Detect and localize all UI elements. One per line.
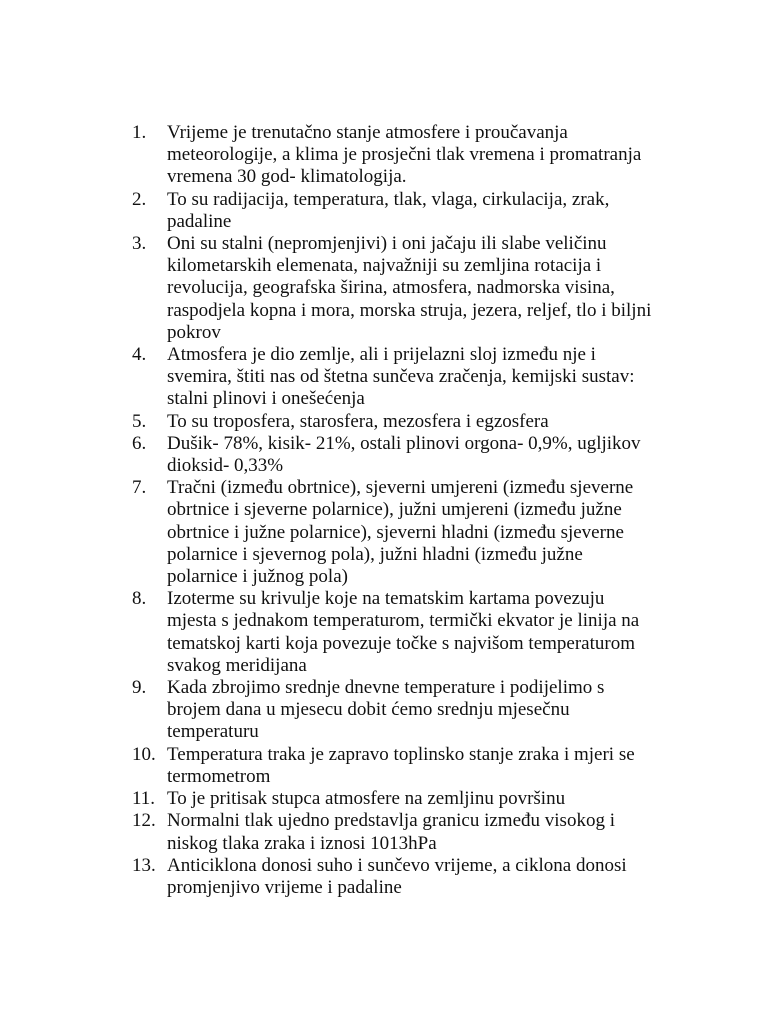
item-text-line: To su radijacija, temperatura, tlak, vlaga, cirkulacija, zrak, — [167, 188, 610, 210]
item-number: 8. — [132, 588, 147, 610]
item-text-line: polarnice i sjevernog pola), južni hladni (između južne — [167, 543, 583, 565]
item-number: 13. — [132, 854, 156, 876]
item-text-line: Normalni tlak ujedno predstavlja granicu između visokog i — [167, 810, 615, 832]
item-text-line: meteorologije, a klima je prosječni tlak vremena i promatranja — [167, 144, 642, 166]
item-text-line: dioksid- 0,33% — [167, 455, 284, 477]
item-text-line: niskog tlaka zraka i iznosi 1013hPa — [167, 832, 437, 854]
item-text-line: Anticiklona donosi suho i sunčevo vrijeme, a ciklona donosi — [167, 854, 627, 876]
list-item — [132, 677, 652, 744]
numbered-answer-list — [132, 122, 652, 899]
list-item — [132, 588, 652, 677]
item-number: 11. — [132, 788, 156, 810]
item-text-line: Kada zbrojimo srednje dnevne temperature i podijelimo s — [167, 677, 605, 699]
list-item — [132, 344, 652, 411]
item-text-line: Temperatura traka je zapravo toplinsko stanje zraka i mjeri se — [167, 743, 635, 765]
item-number: 5. — [132, 410, 147, 432]
item-number: 7. — [132, 477, 147, 499]
list-item — [132, 433, 652, 477]
item-text-line: tematskoj karti koja povezuje točke s najvišom temperaturom — [167, 632, 636, 654]
list-item — [132, 744, 652, 788]
item-text-line: Dušik- 78%, kisik- 21%, ostali plinovi orgona- 0,9%, ugljikov — [167, 432, 641, 454]
item-text-line: To su troposfera, starosfera, mezosfera i egzosfera — [167, 410, 549, 432]
item-number: 6. — [132, 432, 147, 454]
item-text-line: raspodjela kopna i mora, morska struja, jezera, reljef, tlo i biljni — [167, 299, 652, 321]
list-item — [132, 122, 652, 189]
item-text-line: Tračni (između obrtnice), sjeverni umjereni (između sjeverne — [167, 477, 634, 499]
item-text-line: obrtnice i sjeverne polarnice), južni umjereni (između južne — [167, 499, 622, 521]
item-number: 4. — [132, 344, 147, 366]
item-text-line: temperaturu — [167, 721, 259, 743]
list-item — [132, 810, 652, 854]
item-number: 10. — [132, 743, 156, 765]
item-number: 12. — [132, 810, 156, 832]
item-text-line: kilometarskih elemenata, najvažniji su zemljina rotacija i — [167, 255, 602, 277]
list-item — [132, 233, 652, 344]
item-text-line: svemira, štiti nas od štetna sunčeva zračenja, kemijski sustav: — [167, 366, 635, 388]
item-text-line: mjesta s jednakom temperaturom, termički ekvator je linija na — [167, 610, 640, 632]
item-text-line: Oni su stalni (nepromjenjivi) i oni jačaju ili slabe veličinu — [167, 233, 607, 255]
item-text-line: padaline — [167, 210, 232, 232]
list-item — [132, 477, 652, 588]
item-text-line: promjenjivo vrijeme i padaline — [167, 876, 402, 898]
item-text-line: To je pritisak stupca atmosfere na zemljinu površinu — [167, 788, 566, 810]
list-item — [132, 855, 652, 899]
item-text-line: brojem dana u mjesecu dobit ćemo srednju mjesečnu — [167, 699, 570, 721]
item-text-line: pokrov — [167, 321, 221, 343]
item-number: 3. — [132, 233, 147, 255]
item-text-line: termometrom — [167, 765, 271, 787]
item-text-line: vremena 30 god- klimatologija. — [167, 166, 407, 188]
list-item — [132, 411, 652, 433]
item-text-line: Izoterme su krivulje koje na tematskim kartama povezuju — [167, 588, 605, 610]
item-text-line: svakog meridijana — [167, 654, 307, 676]
item-text-line: polarnice i južnog pola) — [167, 566, 348, 588]
list-item — [132, 189, 652, 233]
item-number: 1. — [132, 122, 147, 143]
item-text-line: obrtnice i južne polarnice), sjeverni hladni (između sjeverne — [167, 521, 624, 543]
item-number: 9. — [132, 677, 147, 699]
item-text-line: Vrijeme je trenutačno stanje atmosfere i proučavanja — [167, 122, 568, 143]
list-item — [132, 788, 652, 810]
item-text-line: Atmosfera je dio zemlje, ali i prijelazni sloj između nje i — [167, 344, 596, 366]
item-text-line: revolucija, geografska širina, atmosfera, nadmorska visina, — [167, 277, 615, 299]
item-number: 2. — [132, 188, 147, 210]
item-text-line: stalni plinovi i onešećenja — [167, 388, 365, 410]
